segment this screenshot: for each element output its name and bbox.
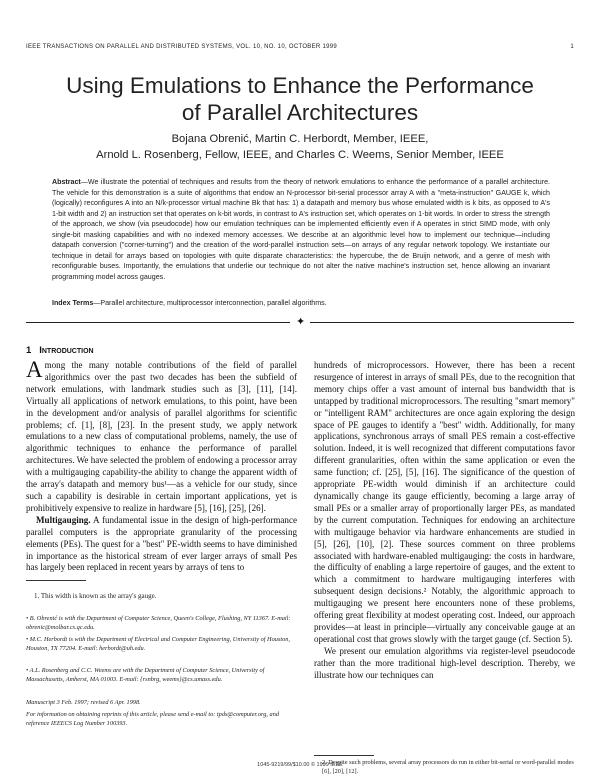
abstract <box>52 177 550 282</box>
footnote-rule-2 <box>314 755 374 756</box>
index-terms <box>52 298 550 308</box>
authors-line-1: Bojana Obrenić, Martin C. Herbordt, Member, IEEE, <box>171 133 429 145</box>
affiliation-3: • A.L. Rosenberg and C.C. Weems are with the Department of Computer Science, University of Massachusetts, Amherst, MA 01003. E-mail: {rsnbrg, weems}@cs.umass.edu. <box>26 667 265 683</box>
title-line-1: Using Emulations to Enhance the Performance <box>66 73 534 98</box>
journal-line: IEEE TRANSACTIONS ON PARALLEL AND DISTRIBUTED SYSTEMS, VOL. 10, NO. 10, OCTOBER 1999 <box>26 44 338 50</box>
affiliation-2: • M.C. Herbordt is with the Department of Electrical and Computer Engineering, University of Houston, Houston, TX 77204. E-mail: herbordt@uh.edu. <box>26 636 290 652</box>
section-heading <box>26 345 94 356</box>
intro-paragraph-1 <box>26 357 297 515</box>
page-number: 1 <box>570 44 574 50</box>
footnote-2: 2. Despite such problems, several array processors do run in either bit-serial or word-parallel modes [6], [20], [12]. <box>322 759 574 775</box>
manuscript-dates: Manuscript 3 Feb. 1997; revised 6 Apr. 1998. <box>26 699 141 706</box>
abstract-label: Abstract <box>52 178 81 186</box>
index-terms-text: —Parallel architecture, multiprocessor interconnection, parallel algorithms. <box>93 299 327 307</box>
divider-right <box>310 322 574 323</box>
intro-paragraph-1-text: mong the many notable contributions of the field of parallel algorithmics over the past two decades has been the subfield of network emulations, with landmark studies such as [3], [11], [14]. Virtually all applications of network emulations, to this point, have been in the development and/or analysis of parallel algorithms for scientific problems; cf. [1], [8], [23]. In the present study, we apply network emulations to a new class of computational problems, namely, the use of algorithmic techniques to enhance the performance of parallel architectures. We have selected the problem of endowing a processor array with a multigauging capability-the ability to change the apparent width of the array's datapath and memory bus¹—as a vehicle for our study, since such a capability is desirable in certain important applications, yet is prohibitively expensive to realize in hardware [5], [16], [25], [26]. <box>26 360 297 513</box>
divider-left <box>26 322 290 323</box>
author-list <box>0 131 600 163</box>
section-title: Introduction <box>39 345 94 356</box>
abstract-text: —We illustrate the potential of techniques and results from the theory of network emulations to enhance the performance of a parallel architecture. The vehicle for this demonstration is a suite of algorithms that endow an N-processor bit-serial processor array A with a "meta-instruction" GAUGE k, which (logically) reconfigures A into an N/k-processor virtual machine Bk that has: 1) a datapath and memory bus whose emulated width is k bits, as opposed to A's 1-bit width and 2) an instruction set that operates on k-bit words, in contrast to A's instruction set, which operates on 1-bit words. In order to stress the strength of the approach, we show (via pseudocode) how our emulation techniques can be implemented efficiently even if A operates in strict SIMD mode, with only single-bit masking capabilities and with no indexed memory accesses. We describe at an algorithmic level how to implement our technique—including datapath conversion ("corner-turning") and the creation of the word-parallel instruction sets—on arrays of any regular network topology. We instantiate our technique in detail for arrays based on topologies with quite disparate characteristics: the hypercube, the de Bruijn network, and a genre of mesh with reconfigurable buses. Importantly, the emulations that underlie our technique do not alter the native machine's instruction set, hence allowing an invariant programming model across gauges. <box>52 178 550 281</box>
drop-cap: A <box>26 357 43 382</box>
reprint-info: For information on obtaining reprints of this article, please send e-mail to: tpds@computer.org, and reference IEEECS Log Number 100393. <box>26 711 279 727</box>
section-number: 1 <box>26 345 32 356</box>
divider-diamond-icon: ✦ <box>296 316 306 328</box>
right-paragraph-2: We present our emulation algorithms via register-level pseudocode rather than the more traditional high-level description. Thereby, we illustrate how our techniques can <box>314 645 575 680</box>
right-column <box>314 360 575 681</box>
multigauging-heading: Multigauging. <box>36 514 91 525</box>
intro-paragraph-2-text: A fundamental issue in the design of high-performance parallel computers is the appropriate granularity of the processing elements (PEs). The quest for a "best" PE-width seems to have diminished in importance as the historical stream of ever larger arrays of small Pes has largely been replaced in recent years by arrays of tens to <box>26 514 297 573</box>
copyright-line: 1045-9219/99/$10.00 © 1999 IEEE <box>257 762 343 768</box>
left-column <box>26 357 297 574</box>
right-paragraph-1: hundreds of microprocessors. However, there has been a recent resurgence of interest in arrays of small PEs, due to the recognition that memory chips offer a vast amount of internal bus bandwidth that is untapped by traditional microprocessors. The resulting "smart memory" or "intelligent RAM" architectures are once again exploring the design space of PE gauges to identify a "best" width. Additionally, for many applications, synchronous arrays of small PES remain a cost-effective solution. Indeed, it is well recognized that different computations favor different granularities, often within the same application or even the same function; cf. [25], [5], [16]. The significance of the question of appropriate PE-width would diminish if an architecture could dynamically change its gauge efficiently, becoming a large array of small PEs or a smaller array of proportionally larger PEs, as mandated by the current computation. Techniques for endowing an architecture with multigauge behavior via hardware enhancements are studied in [5], [26], [10], [2]. These sources comment on three problems associated with hardware-enabled multigauging: the costs in hardware, the difficulty of enabling a large repertoire of gauges, and the extent to which a commitment to hardware multigauging interferes with subsequent design decisions.² Notably, the algorithmic approach to multigauging we present here encounters none of these problems, offering great flexibility at modest operating cost. Indeed, our approach provides—at least in principle—virtually any conceivable gauge at an operational cost that grows slowly with the target gauge (cf. Section 5). <box>314 360 575 644</box>
intro-paragraph-2 <box>26 515 297 575</box>
running-head <box>26 44 574 54</box>
footnote-1: 1. This width is known as the array's gauge. <box>34 592 157 600</box>
paper-title <box>0 72 600 126</box>
affiliation-1: • B. Obrenić is with the Department of Computer Science, Queen's College, Flushing, NY 11367. E-mail: obrenic@molbar.cs.qc.edu. <box>26 615 291 631</box>
index-terms-label: Index Terms <box>52 299 94 307</box>
authors-line-2: Arnold L. Rosenberg, Fellow, IEEE, and Charles C. Weems, Senior Member, IEEE <box>96 149 504 161</box>
footnote-rule <box>26 580 86 581</box>
title-line-2: of Parallel Architectures <box>181 100 419 125</box>
